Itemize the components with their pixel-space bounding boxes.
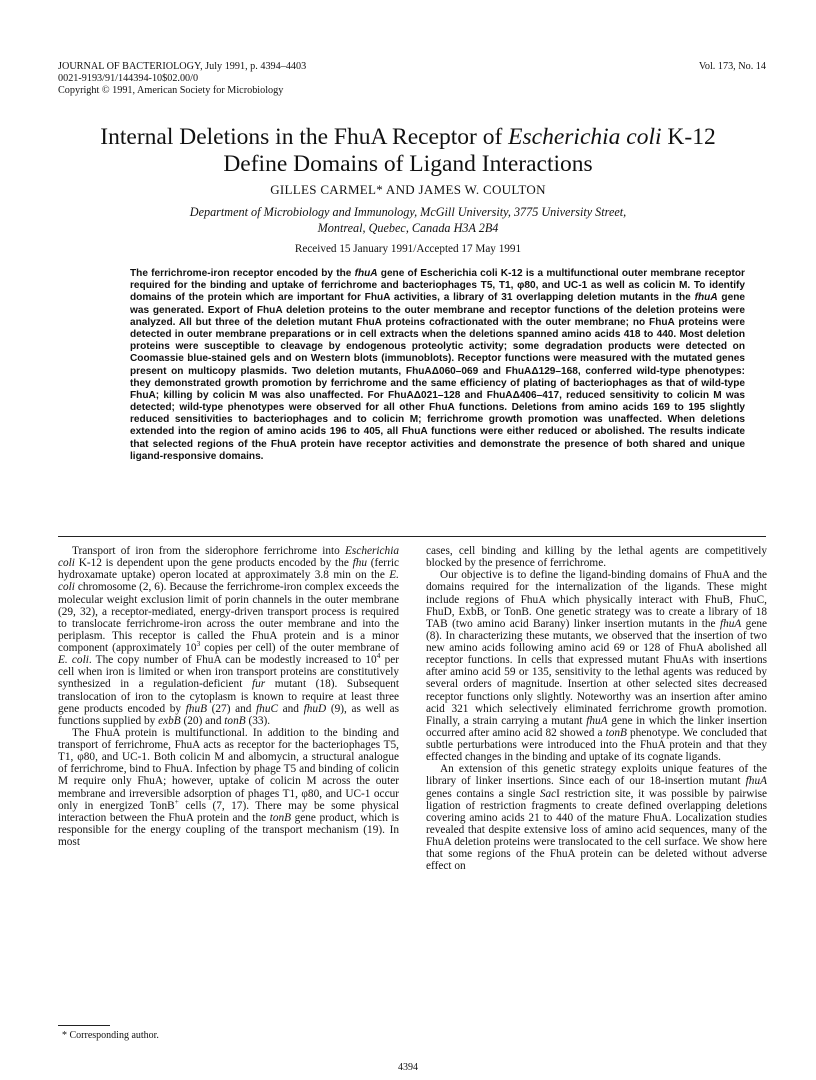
paragraph-text: Transport of iron from the siderophore ferrichrome into <box>72 545 346 557</box>
paragraph-text: The FhuA protein is multifunctional. In addition to the binding and transport of ferrichrome, FhuA acts as receptor for the bacteriophages T5, T1, φ80, and UC-1. Both colicin M and albomycin, a structural analogue of ferrichrome, bind to FhuA. Infection by phage T5 and binding of colicin M require only FhuA; however, uptake of colicin M across the outer membrane and irreversible adsorption of phages T1, φ80, and UC-1 occur only in energized TonB <box>58 726 399 812</box>
paragraph-text: fhuD <box>303 702 327 715</box>
volume-issue: Vol. 173, No. 14 <box>698 61 766 72</box>
title-line1-pre: Internal Deletions in the FhuA Receptor of <box>100 124 509 150</box>
paragraph-text: exbB <box>158 714 181 727</box>
paragraph-text: Escherichia coli <box>58 545 399 570</box>
paragraph-text: (33). <box>245 714 271 727</box>
body-paragraph <box>426 763 767 872</box>
paragraph-text: and <box>278 702 304 715</box>
paragraph-text: cells (7, 17). There may be some physical interaction between the FhuA protein and the <box>58 799 400 824</box>
footnote: * Corresponding author. <box>62 1030 159 1041</box>
section-divider <box>58 536 766 537</box>
article-title <box>40 124 776 178</box>
received-dates: Received 15 January 1991/Accepted 17 May 1991 <box>294 243 522 255</box>
paragraph-text: K-12 is dependent upon the gene products encoded by the <box>74 557 353 570</box>
paragraph-text: fhuA <box>719 617 742 630</box>
paragraph-text: mutant (18). Subsequent translocation of iron to the cytoplasm is known to require at least three gene products encoded by <box>58 678 399 715</box>
abstract-text: gene of Escherichia coli K-12 is a multifunctional outer membrane receptor required for the binding and uptake of ferrichrome and bacteriophages T5, T1, φ80, and UC-1 as well as colicin M. To identify domains of the protein which are important for FhuA activities, a library of 31 overlapping deletion mutants in the <box>130 268 745 304</box>
body-paragraph <box>426 569 767 763</box>
journal-citation: JOURNAL OF BACTERIOLOGY, July 1991, p. 4394–4403 <box>58 61 307 72</box>
paragraph-text: (27) and <box>207 702 257 715</box>
paragraph-text: per cell when iron is limited or when iron transport proteins are constitutively synthesized in a regulation-deficient <box>58 654 399 691</box>
paragraph-text: (20) and <box>180 714 225 727</box>
affiliation <box>40 205 776 236</box>
paragraph-text: 4 <box>376 651 381 661</box>
body-paragraph <box>58 727 399 848</box>
paragraph-text: Sac <box>539 787 557 800</box>
paragraph-text: gene (8). In characterizing these mutants, we observed that the insertion of two new amino acids following amino acid 69 or 128 of FhuA abolished all receptor functions. In cells that expressed mutant FhuAs with insertions after amino acid 59 or 135, sensitivity to the lethal agents was reduced by several orders of magnitude. Insertion at other selected sites decreased receptor functions only slightly. Noteworthy was an insertion after amino acid 321 which selectively eliminated ferrichrome growth promotion. Finally, a strain carrying a mutant <box>426 617 767 727</box>
paragraph-text: fhuC <box>256 702 279 715</box>
abstract-text: fhuA <box>694 292 718 304</box>
paragraph-text: tonB <box>224 714 246 727</box>
paragraph-text: gene product, which is responsible for the energy coupling of the transport mechanism (19). In most <box>58 811 399 848</box>
paragraph-text: tonB <box>269 811 292 824</box>
paragraph-text: 3 <box>196 639 201 649</box>
footnote-divider <box>58 1025 110 1026</box>
abstract-text: The ferrichrome-iron receptor encoded by the <box>130 268 355 279</box>
paragraph-text: genes contains a single <box>426 787 540 800</box>
paragraph-text: fur <box>251 678 266 691</box>
body-column-left <box>58 545 399 970</box>
abstract-text: gene was generated. Export of FhuA deletion proteins to the outer membrane and receptor functions of the deletion proteins were analyzed. All but three of the deletion mutant FhuA proteins cofractionated with the outer membrane; no FhuA proteins were detected in outer membrane preparations or in cell extracts when the deletions spanned amino acids 418 to 440. Most deletion proteins were susceptible to cleavage by endogenous proteolytic activity; some degradation products were detected on Coomassie blue-stained gels and on Western blots (immunoblots). Receptor functions were measured with the mutated genes present on multicopy plasmids. Two deletion mutants, FhuAΔ060–069 and FhuAΔ129–168, conferred wild-type phenotypes: they demonstrated growth promotion by ferrichrome and the same efficiency of plating of bacteriophages as that of wild-type FhuA; killing by colicin M was also unaffected. For FhuAΔ021–128 and FhuAΔ406–417, reduced sensitivity to colicin M was detected; wild-type phenotypes were observed for all other FhuA functions. Deletions from amino acids 169 to 195 slightly reduced sensitivities to bacteriophages and to colicin M; ferrichrome growth promotion was unaffected. When deletions extended into the region of amino acids 196 to 405, all FhuA functions were either reduced or abolished. The results indicate that selected regions of the FhuA protein have receptor activities and demonstrate the presence of both shared and unique ligand-responsive domains. <box>130 292 745 462</box>
paragraph-text: I restriction site, it was possible by pairwise ligation of restriction fragments to create defined overlapping deletions covering amino acids 21 to 440 of the mature FhuA. Localization studies revealed that despite extensive loss of amino acid sequences, many of the FhuA deletion proteins were translocated to the cell surface. We show here that some regions of the FhuA protein can be deleted without adverse effect on <box>426 787 767 873</box>
body-paragraph <box>58 545 399 727</box>
paragraph-text: fhuA <box>586 714 608 727</box>
page-number: 4394 <box>398 1062 418 1073</box>
paragraph-text: phenotype. We concluded that subtle perturbations were introduced into the FhuA protein and that they effected changes in the binding and uptake of its cognate ligands. <box>426 726 767 764</box>
paragraph-text: fhuB <box>185 702 208 715</box>
journal-header <box>58 61 458 98</box>
paragraph-text: copies per cell) of the outer membrane of <box>200 642 399 654</box>
title-line2: Define Domains of Ligand Interactions <box>223 151 593 177</box>
copyright: Copyright © 1991, American Society for Microbiology <box>58 85 284 97</box>
abstract-text: fhuA <box>354 268 378 279</box>
paragraph-text: tonB <box>605 726 627 739</box>
paragraph-text: E. coli <box>58 569 399 594</box>
paragraph-text: . The copy number of FhuA can be modestly increased to 10 <box>88 654 377 667</box>
abstract <box>130 268 745 463</box>
paragraph-text: E. coli <box>58 654 89 667</box>
affiliation-line1: Department of Microbiology and Immunology, McGill University, 3775 University Street, <box>189 205 627 219</box>
journal-code: 0021-9193/91/144394-10$02.00/0 <box>58 73 199 85</box>
paragraph-text: Our objective is to define the ligand-binding domains of FhuA and the domains required for the internalization of the ligands. These might include regions of FhuA which physically interact with FhuB, FhuC, FhuD, ExbB, or TonB. One genetic strategy was to create a library of 18 TAB (two amino acid Barany) linker insertion mutants in the <box>426 569 767 630</box>
body-column-right <box>426 545 767 1057</box>
paragraph-text: cases, cell binding and killing by the lethal agents are competitively blocked by the presence of ferrichrome. <box>426 545 767 570</box>
body-paragraph <box>426 545 767 569</box>
paragraph-text: + <box>174 796 179 806</box>
title-line1-organism: Escherichia coli <box>508 124 662 150</box>
paragraph-text: fhu <box>352 557 368 570</box>
paragraph-text: An extension of this genetic strategy exploits unique features of the library of linker insertions. Since each of our 18-insertion mutant <box>426 763 767 788</box>
affiliation-line2: Montreal, Quebec, Canada H3A 2B4 <box>317 220 499 235</box>
paragraph-text: (ferric hydroxamate uptake) operon located at approximately 3.8 min on the <box>58 557 399 582</box>
paragraph-text: gene in which the linker insertion occurred after amino acid 82 showed a <box>426 714 767 739</box>
paragraph-text: (9), as well as functions supplied by <box>58 702 399 727</box>
authors: GILLES CARMEL* AND JAMES W. COULTON <box>270 182 546 197</box>
paragraph-text: fhuA <box>745 775 767 788</box>
title-line1-post: K-12 <box>661 124 716 150</box>
paragraph-text: chromosome (2, 6). Because the ferrichrome-iron complex exceeds the molecular weight exclusion limit of porin channels in the outer membrane (29, 32), a receptor-mediated, energy-driven transport process is required to translocate ferrichrome-iron across the outer membrane and into the periplasm. This receptor is called the FhuA protein and is a minor component (approximately 10 <box>58 581 399 654</box>
